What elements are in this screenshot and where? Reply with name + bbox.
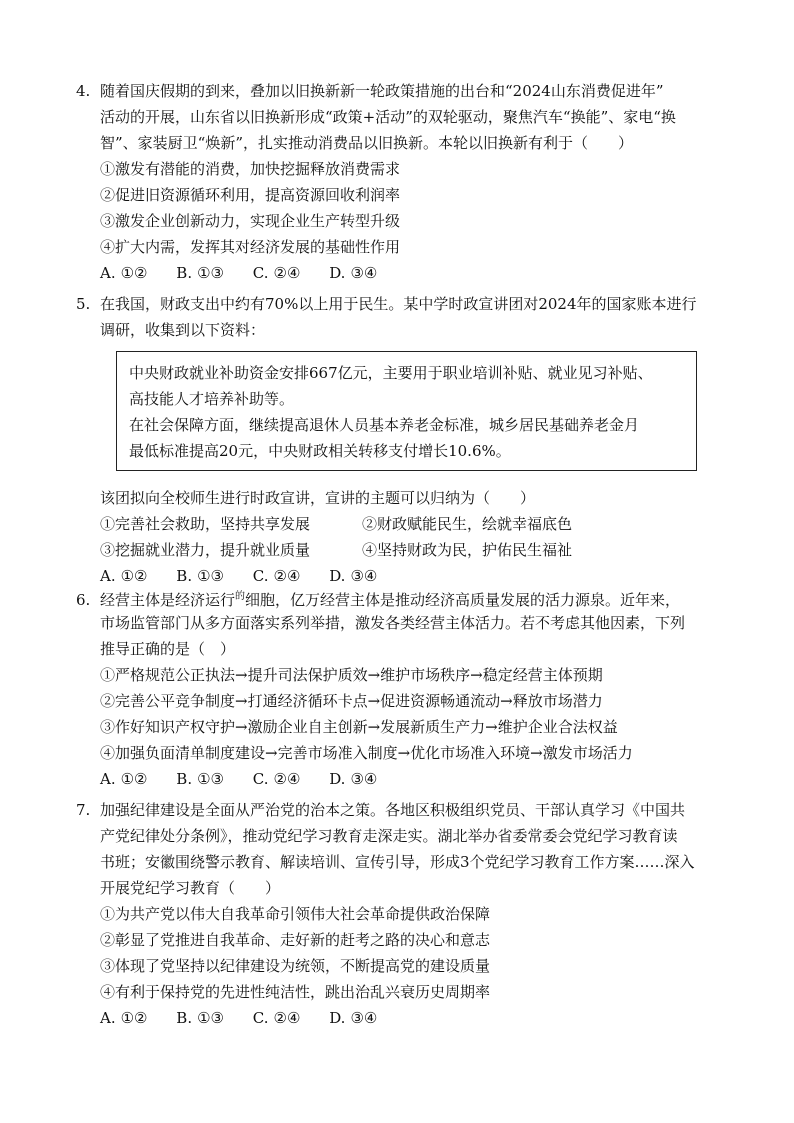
choice-b[interactable]: B. ①③ bbox=[176, 1009, 224, 1027]
question-7-option-1: ①为共产党以伟大自我革命引领伟大社会革命提供政治保障 bbox=[100, 905, 491, 923]
question-6-option-3: ③作好知识产权守护→激励企业自主创新→发展新质生产力→维护企业合法权益 bbox=[100, 718, 618, 736]
question-5-option-2: ②财政赋能民生，绘就幸福底色 bbox=[362, 515, 573, 533]
question-5-options-row-1 bbox=[76, 511, 726, 537]
question-4 bbox=[76, 78, 726, 286]
question-6-option-4: ④加强负面清单制度建设→完善市场准入制度→优化市场准入环境→激发市场活力 bbox=[100, 744, 633, 762]
question-7-option-4: ④有利于保持党的先进性纯洁性，跳出治乱兴衰历史周期率 bbox=[100, 983, 491, 1001]
question-number: 5. bbox=[76, 295, 91, 313]
material-line-2: 高技能人才培养补助等。 bbox=[129, 390, 295, 408]
question-7-stem-line-4: 开展党纪学习教育（ ） bbox=[100, 879, 281, 897]
choice-c[interactable]: C. ②④ bbox=[252, 1009, 301, 1027]
question-6-stem-line-1: 6. 经营主体是经济运行$^的$细胞，亿万经营主体是推动经济高质量发展的活力源泉。近年来， bbox=[76, 584, 726, 610]
question-7-choices bbox=[76, 1005, 726, 1031]
question-4-stem-line-2: 活动的开展，山东省以旧换新形成“政策+活动”的双轮驱动，聚焦汽车“换能”、家电“换 bbox=[100, 108, 676, 126]
choice-b[interactable]: B. ①③ bbox=[176, 770, 224, 788]
choice-c[interactable]: C. ②④ bbox=[252, 770, 301, 788]
question-6-option-1: ①严格规范公正执法→提升司法保护质效→维护市场秩序→稳定经营主体预期 bbox=[100, 666, 603, 684]
question-6-option-2: ②完善公平竞争制度→打通经济循环卡点→促进资源畅通流动→释放市场潜力 bbox=[100, 692, 603, 710]
material-line-4: 最低标准提高20元，中央财政相关转移支付增长10.6%。 bbox=[129, 442, 511, 460]
choice-d[interactable]: D. ③④ bbox=[329, 770, 378, 788]
question-7-stem-line-2: 产党纪律处分条例》，推动党纪学习教育走深走实。湖北举办省委常委会党纪学习教育读 bbox=[100, 827, 678, 845]
choice-a[interactable]: A. ①② bbox=[100, 770, 148, 788]
question-number: 6. bbox=[76, 591, 91, 609]
question-5-option-1: ①完善社会救助，坚持共享发展 bbox=[100, 515, 311, 533]
question-6-stem-line-2: 市场监管部门从多方面落实系列举措，激发各类经营主体活力。若不考虑其他因素，下列 bbox=[100, 614, 686, 632]
material-box bbox=[116, 351, 697, 471]
choice-b[interactable]: B. ①③ bbox=[176, 567, 224, 585]
choice-a[interactable]: A. ①② bbox=[100, 567, 148, 585]
question-7-option-2: ②彰显了党推进自我革命、走好新的赶考之路的决心和意志 bbox=[100, 931, 491, 949]
question-7-stem-line-1: 7. 加强纪律建设是全面从严治党的治本之策。各地区积极组织党员、干部认真学习《中国共 bbox=[76, 797, 726, 823]
question-5-options-row-2 bbox=[76, 537, 726, 563]
question-5-option-4: ④坚持财政为民，护佑民生福祉 bbox=[362, 541, 573, 559]
question-number: 7. bbox=[76, 801, 91, 819]
question-4-option-4: ④扩大内需，发挥其对经济发展的基础性作用 bbox=[100, 238, 401, 256]
choice-d[interactable]: D. ③④ bbox=[329, 1009, 378, 1027]
question-4-stem-line-3: 智”、家装厨卫“焕新”，扎实推动消费品以旧换新。本轮以旧换新有利于（ ） bbox=[100, 134, 634, 152]
question-5-prompt: 该团拟向全校师生进行时政宣讲，宣讲的主题可以归纳为（ ） bbox=[100, 489, 536, 507]
choice-d[interactable]: D. ③④ bbox=[329, 264, 378, 282]
choice-a[interactable]: A. ①② bbox=[100, 264, 148, 282]
question-4-option-2: ②促进旧资源循环利用，提高资源回收利润率 bbox=[100, 186, 401, 204]
question-6 bbox=[76, 584, 726, 792]
question-6-stem-line-3: 推导正确的是（ ） bbox=[100, 640, 236, 658]
material-line-1: 中央财政就业补助资金安排667亿元，主要用于职业培训补贴、就业见习补贴、 bbox=[129, 364, 653, 382]
choice-c[interactable]: C. ②④ bbox=[252, 264, 301, 282]
question-7 bbox=[76, 797, 726, 1031]
question-7-option-3: ③体现了党坚持以纪律建设为统领，不断提高党的建设质量 bbox=[100, 957, 491, 975]
question-4-option-3: ③激发企业创新动力，实现企业生产转型升级 bbox=[100, 212, 401, 230]
question-5-stem-line-1: 5. 在我国，财政支出中约有70%以上用于民生。某中学时政宣讲团对2024年的国家账本进行 bbox=[76, 291, 726, 317]
question-5 bbox=[76, 291, 726, 589]
question-5-stem-line-2: 调研，收集到以下资料： bbox=[100, 321, 266, 339]
material-line-3: 在社会保障方面，继续提高退休人员基本养老金标准，城乡居民基础养老金月 bbox=[129, 416, 640, 434]
question-7-stem-line-3: 书班；安徽围绕警示教育、解读培训、宣传引导，形成3个党纪学习教育工作方案……深入 bbox=[100, 853, 695, 871]
choice-c[interactable]: C. ②④ bbox=[252, 567, 301, 585]
choice-b[interactable]: B. ①③ bbox=[176, 264, 224, 282]
question-4-option-1: ①激发有潜能的消费，加快挖掘释放消费需求 bbox=[100, 160, 401, 178]
choice-d[interactable]: D. ③④ bbox=[329, 567, 378, 585]
question-5-option-3: ③挖掘就业潜力，提升就业质量 bbox=[100, 541, 311, 559]
question-4-choices bbox=[76, 260, 726, 286]
choice-a[interactable]: A. ①② bbox=[100, 1009, 148, 1027]
question-6-choices bbox=[76, 766, 726, 792]
question-4-stem-line-1: 4. 随着国庆假期的到来，叠加以旧换新新一轮政策措施的出台和“2024山东消费促进年” bbox=[76, 78, 726, 104]
question-number: 4. bbox=[76, 82, 91, 100]
